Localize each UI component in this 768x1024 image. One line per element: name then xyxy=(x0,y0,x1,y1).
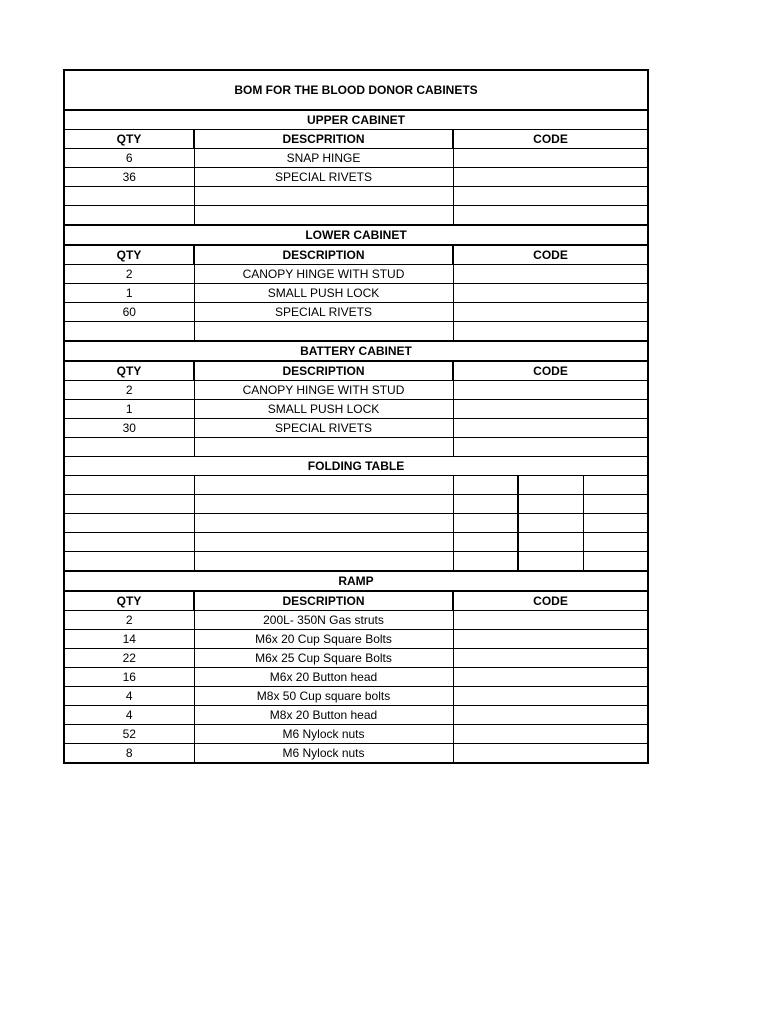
table-row xyxy=(64,206,648,226)
code-cell xyxy=(453,706,648,725)
table-row xyxy=(64,303,648,322)
table-row xyxy=(64,725,648,744)
description-cell xyxy=(194,187,453,206)
section-title-lower: LOWER CABINET xyxy=(64,225,648,245)
empty-cell xyxy=(194,476,453,495)
code-cell xyxy=(453,630,648,649)
qty-cell: 2 xyxy=(64,381,194,400)
empty-cell xyxy=(518,514,583,533)
empty-cell xyxy=(583,533,648,552)
empty-cell xyxy=(64,495,194,514)
description-cell xyxy=(194,206,453,226)
description-cell: 200L- 350N Gas struts xyxy=(194,611,453,630)
description-cell: SNAP HINGE xyxy=(194,149,453,168)
table-row xyxy=(64,649,648,668)
qty-cell: 1 xyxy=(64,284,194,303)
header-row-battery xyxy=(64,361,648,381)
section-title-ramp: RAMP xyxy=(64,571,648,591)
table-row xyxy=(64,630,648,649)
empty-cell xyxy=(194,533,453,552)
qty-cell xyxy=(64,322,194,342)
empty-cell xyxy=(583,552,648,572)
code-cell xyxy=(453,303,648,322)
description-cell: M6 Nylock nuts xyxy=(194,725,453,744)
qty-cell: 4 xyxy=(64,706,194,725)
qty-cell xyxy=(64,206,194,226)
header-qty: QTY xyxy=(64,361,194,381)
code-cell xyxy=(453,149,648,168)
description-cell: M6x 20 Button head xyxy=(194,668,453,687)
qty-cell xyxy=(64,438,194,457)
empty-cell xyxy=(64,476,194,495)
code-cell xyxy=(453,400,648,419)
code-cell xyxy=(453,725,648,744)
empty-cell xyxy=(194,495,453,514)
description-cell: M6 Nylock nuts xyxy=(194,744,453,764)
qty-cell: 1 xyxy=(64,400,194,419)
description-cell: M8x 50 Cup square bolts xyxy=(194,687,453,706)
table-row xyxy=(64,514,648,533)
description-cell xyxy=(194,438,453,457)
header-qty: QTY xyxy=(64,591,194,611)
code-cell xyxy=(453,206,648,226)
section-row-upper xyxy=(64,110,648,130)
description-cell: SPECIAL RIVETS xyxy=(194,168,453,187)
qty-cell: 30 xyxy=(64,419,194,438)
empty-cell xyxy=(518,552,583,572)
section-row-ramp xyxy=(64,571,648,591)
header-row-upper xyxy=(64,130,648,149)
bom-table xyxy=(63,69,649,764)
qty-cell: 4 xyxy=(64,687,194,706)
table-row xyxy=(64,400,648,419)
section-title-battery: BATTERY CABINET xyxy=(64,341,648,361)
table-row xyxy=(64,381,648,400)
qty-cell: 8 xyxy=(64,744,194,764)
table-row xyxy=(64,611,648,630)
header-code: CODE xyxy=(453,245,648,265)
empty-cell xyxy=(518,495,583,514)
table-row xyxy=(64,284,648,303)
code-cell xyxy=(453,284,648,303)
qty-cell: 36 xyxy=(64,168,194,187)
description-cell: M8x 20 Button head xyxy=(194,706,453,725)
code-cell xyxy=(453,438,648,457)
title-row xyxy=(64,70,648,110)
qty-cell: 60 xyxy=(64,303,194,322)
header-code: CODE xyxy=(453,361,648,381)
code-cell xyxy=(453,668,648,687)
description-cell xyxy=(194,322,453,342)
header-code: CODE xyxy=(453,130,648,149)
empty-cell xyxy=(64,552,194,572)
table-row xyxy=(64,168,648,187)
empty-cell xyxy=(64,533,194,552)
qty-cell: 14 xyxy=(64,630,194,649)
description-cell: SPECIAL RIVETS xyxy=(194,419,453,438)
table-row xyxy=(64,265,648,284)
empty-cell xyxy=(194,552,453,572)
section-row-folding xyxy=(64,457,648,476)
code-cell xyxy=(453,611,648,630)
table-row xyxy=(64,533,648,552)
header-qty: QTY xyxy=(64,130,194,149)
description-cell: M6x 25 Cup Square Bolts xyxy=(194,649,453,668)
code-cell xyxy=(453,419,648,438)
section-row-battery xyxy=(64,341,648,361)
description-cell: SMALL PUSH LOCK xyxy=(194,284,453,303)
header-row-ramp xyxy=(64,591,648,611)
table-row xyxy=(64,552,648,572)
document-title: BOM FOR THE BLOOD DONOR CABINETS xyxy=(64,70,648,110)
bom-sheet xyxy=(63,69,647,764)
empty-cell xyxy=(194,514,453,533)
empty-cell xyxy=(453,552,518,572)
code-cell xyxy=(453,381,648,400)
empty-cell xyxy=(453,533,518,552)
empty-cell xyxy=(453,495,518,514)
header-description: DESCPRITION xyxy=(194,130,453,149)
qty-cell: 22 xyxy=(64,649,194,668)
empty-cell xyxy=(453,514,518,533)
empty-cell xyxy=(64,514,194,533)
header-description: DESCRIPTION xyxy=(194,591,453,611)
empty-cell xyxy=(518,476,583,495)
code-cell xyxy=(453,265,648,284)
code-cell xyxy=(453,649,648,668)
description-cell: M6x 20 Cup Square Bolts xyxy=(194,630,453,649)
qty-cell: 16 xyxy=(64,668,194,687)
section-row-lower xyxy=(64,225,648,245)
empty-cell xyxy=(583,495,648,514)
qty-cell: 2 xyxy=(64,265,194,284)
table-row xyxy=(64,744,648,764)
table-row xyxy=(64,322,648,342)
code-cell xyxy=(453,687,648,706)
table-row xyxy=(64,495,648,514)
header-qty: QTY xyxy=(64,245,194,265)
table-row xyxy=(64,668,648,687)
table-row xyxy=(64,476,648,495)
description-cell: SPECIAL RIVETS xyxy=(194,303,453,322)
code-cell xyxy=(453,187,648,206)
description-cell: CANOPY HINGE WITH STUD xyxy=(194,265,453,284)
empty-cell xyxy=(583,514,648,533)
qty-cell: 52 xyxy=(64,725,194,744)
header-row-lower xyxy=(64,245,648,265)
empty-cell xyxy=(518,533,583,552)
table-row xyxy=(64,419,648,438)
description-cell: SMALL PUSH LOCK xyxy=(194,400,453,419)
section-title-folding: FOLDING TABLE xyxy=(64,457,648,476)
code-cell xyxy=(453,168,648,187)
empty-cell xyxy=(583,476,648,495)
table-row xyxy=(64,706,648,725)
table-row xyxy=(64,438,648,457)
code-cell xyxy=(453,322,648,342)
empty-cell xyxy=(453,476,518,495)
code-cell xyxy=(453,744,648,764)
table-row xyxy=(64,187,648,206)
section-title-upper: UPPER CABINET xyxy=(64,110,648,130)
header-description: DESCRIPTION xyxy=(194,361,453,381)
header-description: DESCRIPTION xyxy=(194,245,453,265)
qty-cell: 6 xyxy=(64,149,194,168)
table-row xyxy=(64,687,648,706)
qty-cell xyxy=(64,187,194,206)
qty-cell: 2 xyxy=(64,611,194,630)
description-cell: CANOPY HINGE WITH STUD xyxy=(194,381,453,400)
header-code: CODE xyxy=(453,591,648,611)
table-row xyxy=(64,149,648,168)
